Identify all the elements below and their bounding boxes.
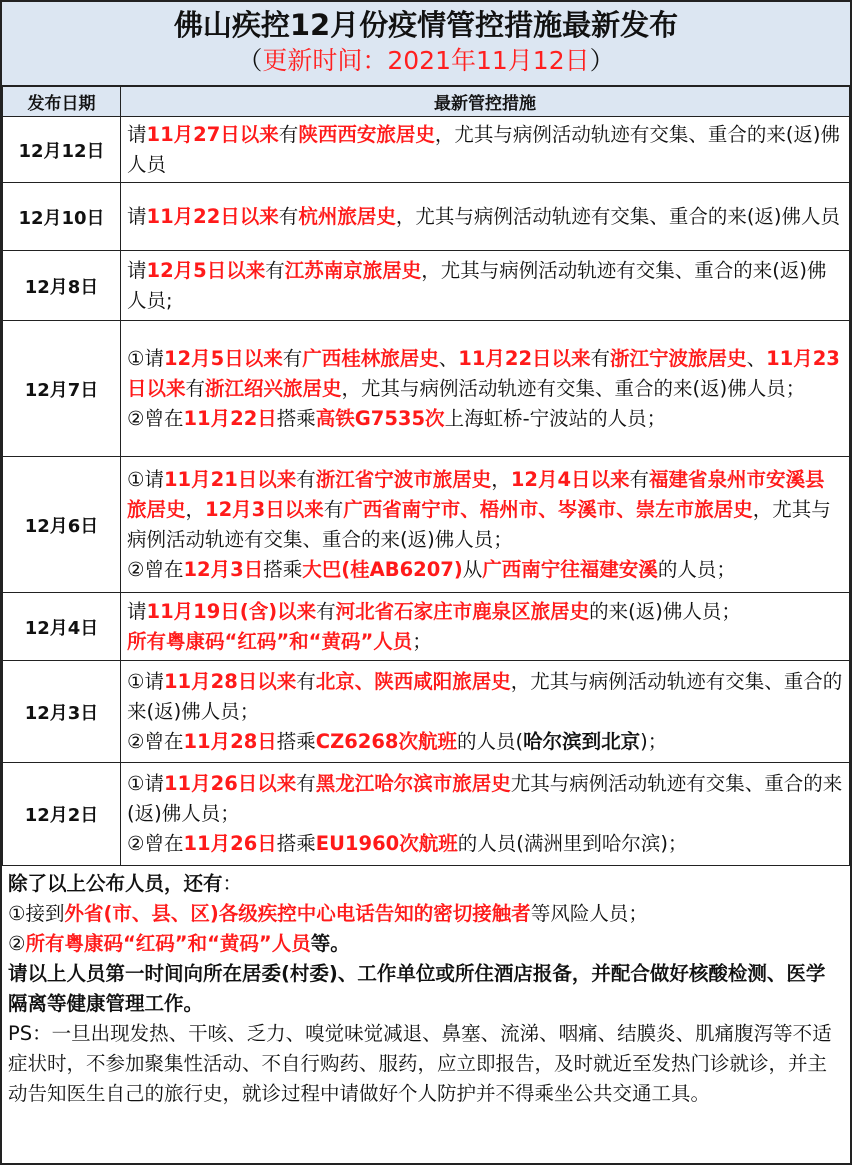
- measure-text: 搭乘: [276, 729, 316, 753]
- measure-text: 有: [185, 376, 206, 400]
- paren-open: （: [237, 46, 263, 75]
- footer-item-2-red: 所有粤康码“红码”和“黄码”人员: [25, 932, 311, 955]
- row-date: 12月3日: [3, 661, 121, 763]
- update-time-text: 更新时间：2021年11月12日: [262, 46, 590, 75]
- measure-text: 的来(返)佛人员；: [589, 599, 741, 623]
- measure-text: ①请: [127, 346, 164, 370]
- measure-text: ，尤其与病例活动轨迹有交集、重合的来(返)佛人员: [127, 122, 841, 176]
- row-measures: [121, 321, 850, 457]
- footer-item-2-prefix: ②: [8, 932, 26, 955]
- highlight-text: 11月22日以来: [458, 346, 591, 370]
- table-row: [3, 321, 850, 457]
- highlight-text: 高铁G7535次: [315, 406, 445, 430]
- highlight-text: 11月28日以来: [163, 669, 297, 693]
- highlight-text: 11月22日: [183, 406, 277, 430]
- measure-text: ，尤其与病例活动轨迹有交集、重合的来(返)佛人员；: [341, 376, 806, 400]
- measure-text: ；: [412, 629, 432, 653]
- measure-text: 哈尔滨到北京: [523, 729, 641, 753]
- measure-text: 搭乘: [276, 832, 316, 855]
- measure-text: 有: [629, 467, 650, 491]
- footer-ps: PS：一旦出现发热、干咳、乏力、嗅觉味觉减退、鼻塞、流涕、咽痛、结膜炎、肌痛腹泻等不适症状时，不参加聚集性活动、不自行购药、服药，应立即报告，及时就近至发热门诊就诊，并主动告知医生自己的旅行史，就诊过程中请做好个人防护并不得乘坐公共交通工具。: [8, 1022, 832, 1105]
- highlight-text: 浙江省宁波市旅居史: [315, 467, 492, 491]
- measure-text: 有: [282, 346, 303, 370]
- table-row: [3, 763, 850, 866]
- highlight-text: 11月28日: [183, 729, 277, 753]
- highlight-text: 广西省南宁市、梧州市、岑溪市、崇左市旅居史: [343, 497, 753, 521]
- measure-text: 有: [590, 346, 611, 370]
- col-header-measures: 最新管控措施: [121, 87, 850, 117]
- measure-text: 有: [265, 258, 285, 282]
- measure-text: 搭乘: [276, 406, 316, 430]
- measure-text: 的人员(: [457, 729, 524, 753]
- title-banner: [2, 2, 850, 86]
- measure-text: 、: [746, 346, 767, 370]
- table-body: [3, 117, 850, 866]
- footer-item-2-suffix: 等。: [310, 932, 350, 955]
- highlight-text: 江苏南京旅居史: [284, 258, 422, 282]
- highlight-text: 11月23日以来: [127, 346, 840, 400]
- footer-item-2: [8, 929, 844, 959]
- measure-text: ②曾在: [127, 729, 184, 753]
- measures-table: [2, 86, 850, 866]
- row-measures: [121, 593, 850, 661]
- measure-text: ②曾在: [127, 832, 184, 855]
- table-row: [3, 117, 850, 183]
- footer-lead-colon: ：: [222, 872, 243, 895]
- measure-text: 、: [438, 346, 459, 370]
- row-date: 12月6日: [3, 457, 121, 593]
- highlight-text: CZ6268次航班: [315, 729, 458, 753]
- row-date: 12月12日: [3, 117, 121, 183]
- measure-text: 请: [127, 258, 147, 282]
- highlight-text: 11月19日(含)以来: [146, 599, 317, 623]
- measure-text: ①请: [127, 669, 164, 693]
- footer-notes: [2, 866, 850, 1111]
- footer-item-1-prefix: ①接到: [8, 902, 65, 925]
- row-measures: [121, 457, 850, 593]
- highlight-text: 广西桂林旅居史: [302, 346, 439, 370]
- highlight-text: 杭州旅居史: [298, 204, 396, 228]
- highlight-text: 11月27日以来: [146, 122, 279, 146]
- measure-text: 上海虹桥-宁波站的人员；: [444, 406, 667, 430]
- highlight-text: 河北省石家庄市鹿泉区旅居史: [335, 599, 590, 623]
- row-measures: [121, 661, 850, 763]
- row-measures: [121, 183, 850, 251]
- measure-text: )；: [640, 729, 668, 753]
- row-date: 12月8日: [3, 251, 121, 321]
- highlight-text: 大巴(桂AB6207): [302, 557, 463, 581]
- col-header-date: 发布日期: [3, 87, 121, 117]
- row-measures: [121, 251, 850, 321]
- measure-text: 有: [296, 669, 316, 693]
- highlight-text: 黑龙江哈尔滨市旅居史: [315, 772, 511, 795]
- footer-lead-bold: 除了以上公布人员，还有: [8, 872, 223, 895]
- measure-text: ，: [185, 497, 206, 521]
- highlight-text: EU1960次航班: [315, 832, 458, 855]
- highlight-text: 浙江宁波旅居史: [610, 346, 747, 370]
- footer-lead: [8, 869, 844, 899]
- measure-text: ②曾在: [127, 557, 184, 581]
- highlight-text: 北京、陕西咸阳旅居史: [315, 669, 511, 693]
- measure-text: ，尤其与病例活动轨迹有交集、重合的来(返)佛人员；: [127, 669, 843, 723]
- highlight-text: 11月26日: [183, 832, 277, 855]
- measure-text: 有: [296, 772, 316, 795]
- measure-text: 搭乘: [263, 557, 303, 581]
- measure-text: 有: [316, 599, 336, 623]
- highlight-text: 广西南宁往福建安溪: [482, 557, 658, 581]
- paren-close: ）: [589, 46, 615, 75]
- measure-text: 有: [278, 204, 299, 228]
- page-title: 佛山疾控12月份疫情管控措施最新发布: [173, 8, 679, 42]
- measure-text: ，尤其与病例活动轨迹有交集、重合的来(返)佛人员: [395, 204, 841, 228]
- highlight-text: 12月3日: [183, 557, 264, 581]
- measure-text: ②曾在: [127, 406, 184, 430]
- table-row: [3, 593, 850, 661]
- measure-text: 有: [278, 122, 299, 146]
- footer-item-1: [8, 899, 844, 929]
- measure-text: 的人员(满洲里到哈尔滨)；: [457, 832, 688, 855]
- measure-text: 有: [323, 497, 344, 521]
- highlight-text: 12月5日以来: [163, 346, 283, 370]
- measure-text: ①请: [127, 772, 164, 795]
- measure-text: ，尤其与病例活动轨迹有交集、重合的来(返)佛人员;: [127, 258, 827, 312]
- table-row: [3, 183, 850, 251]
- row-date: 12月4日: [3, 593, 121, 661]
- highlight-text: 11月22日以来: [146, 204, 279, 228]
- measure-text: ，: [491, 467, 511, 491]
- measure-text: 请: [127, 122, 147, 146]
- table-row: [3, 661, 850, 763]
- highlight-text: 11月26日以来: [163, 772, 297, 795]
- footer-item-1-red: 外省(市、县、区)各级疾控中心电话告知的密切接触者: [64, 902, 531, 925]
- table-row: [3, 457, 850, 593]
- row-measures: [121, 763, 850, 866]
- row-measures: [121, 117, 850, 183]
- measure-text: 尤其与病例活动轨迹有交集、重合的来(返)佛人员；: [127, 772, 843, 825]
- footer-report-notice: 请以上人员第一时间向所在居委(村委)、工作单位或所住酒店报备，并配合做好核酸检测、医学隔离等健康管理工作。: [8, 962, 826, 1015]
- highlight-text: 浙江绍兴旅居史: [205, 376, 342, 400]
- measure-text: 的人员；: [657, 557, 736, 581]
- measure-text: 从: [462, 557, 483, 581]
- highlight-text: 陕西西安旅居史: [298, 122, 435, 146]
- update-time: [2, 44, 850, 78]
- row-date: 12月2日: [3, 763, 121, 866]
- table-header-row: [3, 87, 850, 117]
- highlight-text: 12月3日以来: [205, 497, 324, 521]
- highlight-text: 11月21日以来: [163, 467, 297, 491]
- footer-item-1-suffix: 等风险人员；: [530, 902, 648, 925]
- table-row: [3, 251, 850, 321]
- highlight-text: 福建省泉州市安溪县旅居史: [127, 467, 825, 521]
- measure-text: 有: [296, 467, 316, 491]
- highlight-text: 12月4日以来: [510, 467, 630, 491]
- measure-text: ①请: [127, 467, 164, 491]
- row-date: 12月7日: [3, 321, 121, 457]
- row-date: 12月10日: [3, 183, 121, 251]
- measure-text: 请: [127, 599, 147, 623]
- highlight-text: 所有粤康码“红码”和“黄码”人员: [127, 629, 413, 653]
- measure-text: ，尤其与病例活动轨迹有交集、重合的来(返)佛人员；: [127, 497, 831, 551]
- measure-text: 请: [127, 204, 147, 228]
- highlight-text: 12月5日以来: [146, 258, 266, 282]
